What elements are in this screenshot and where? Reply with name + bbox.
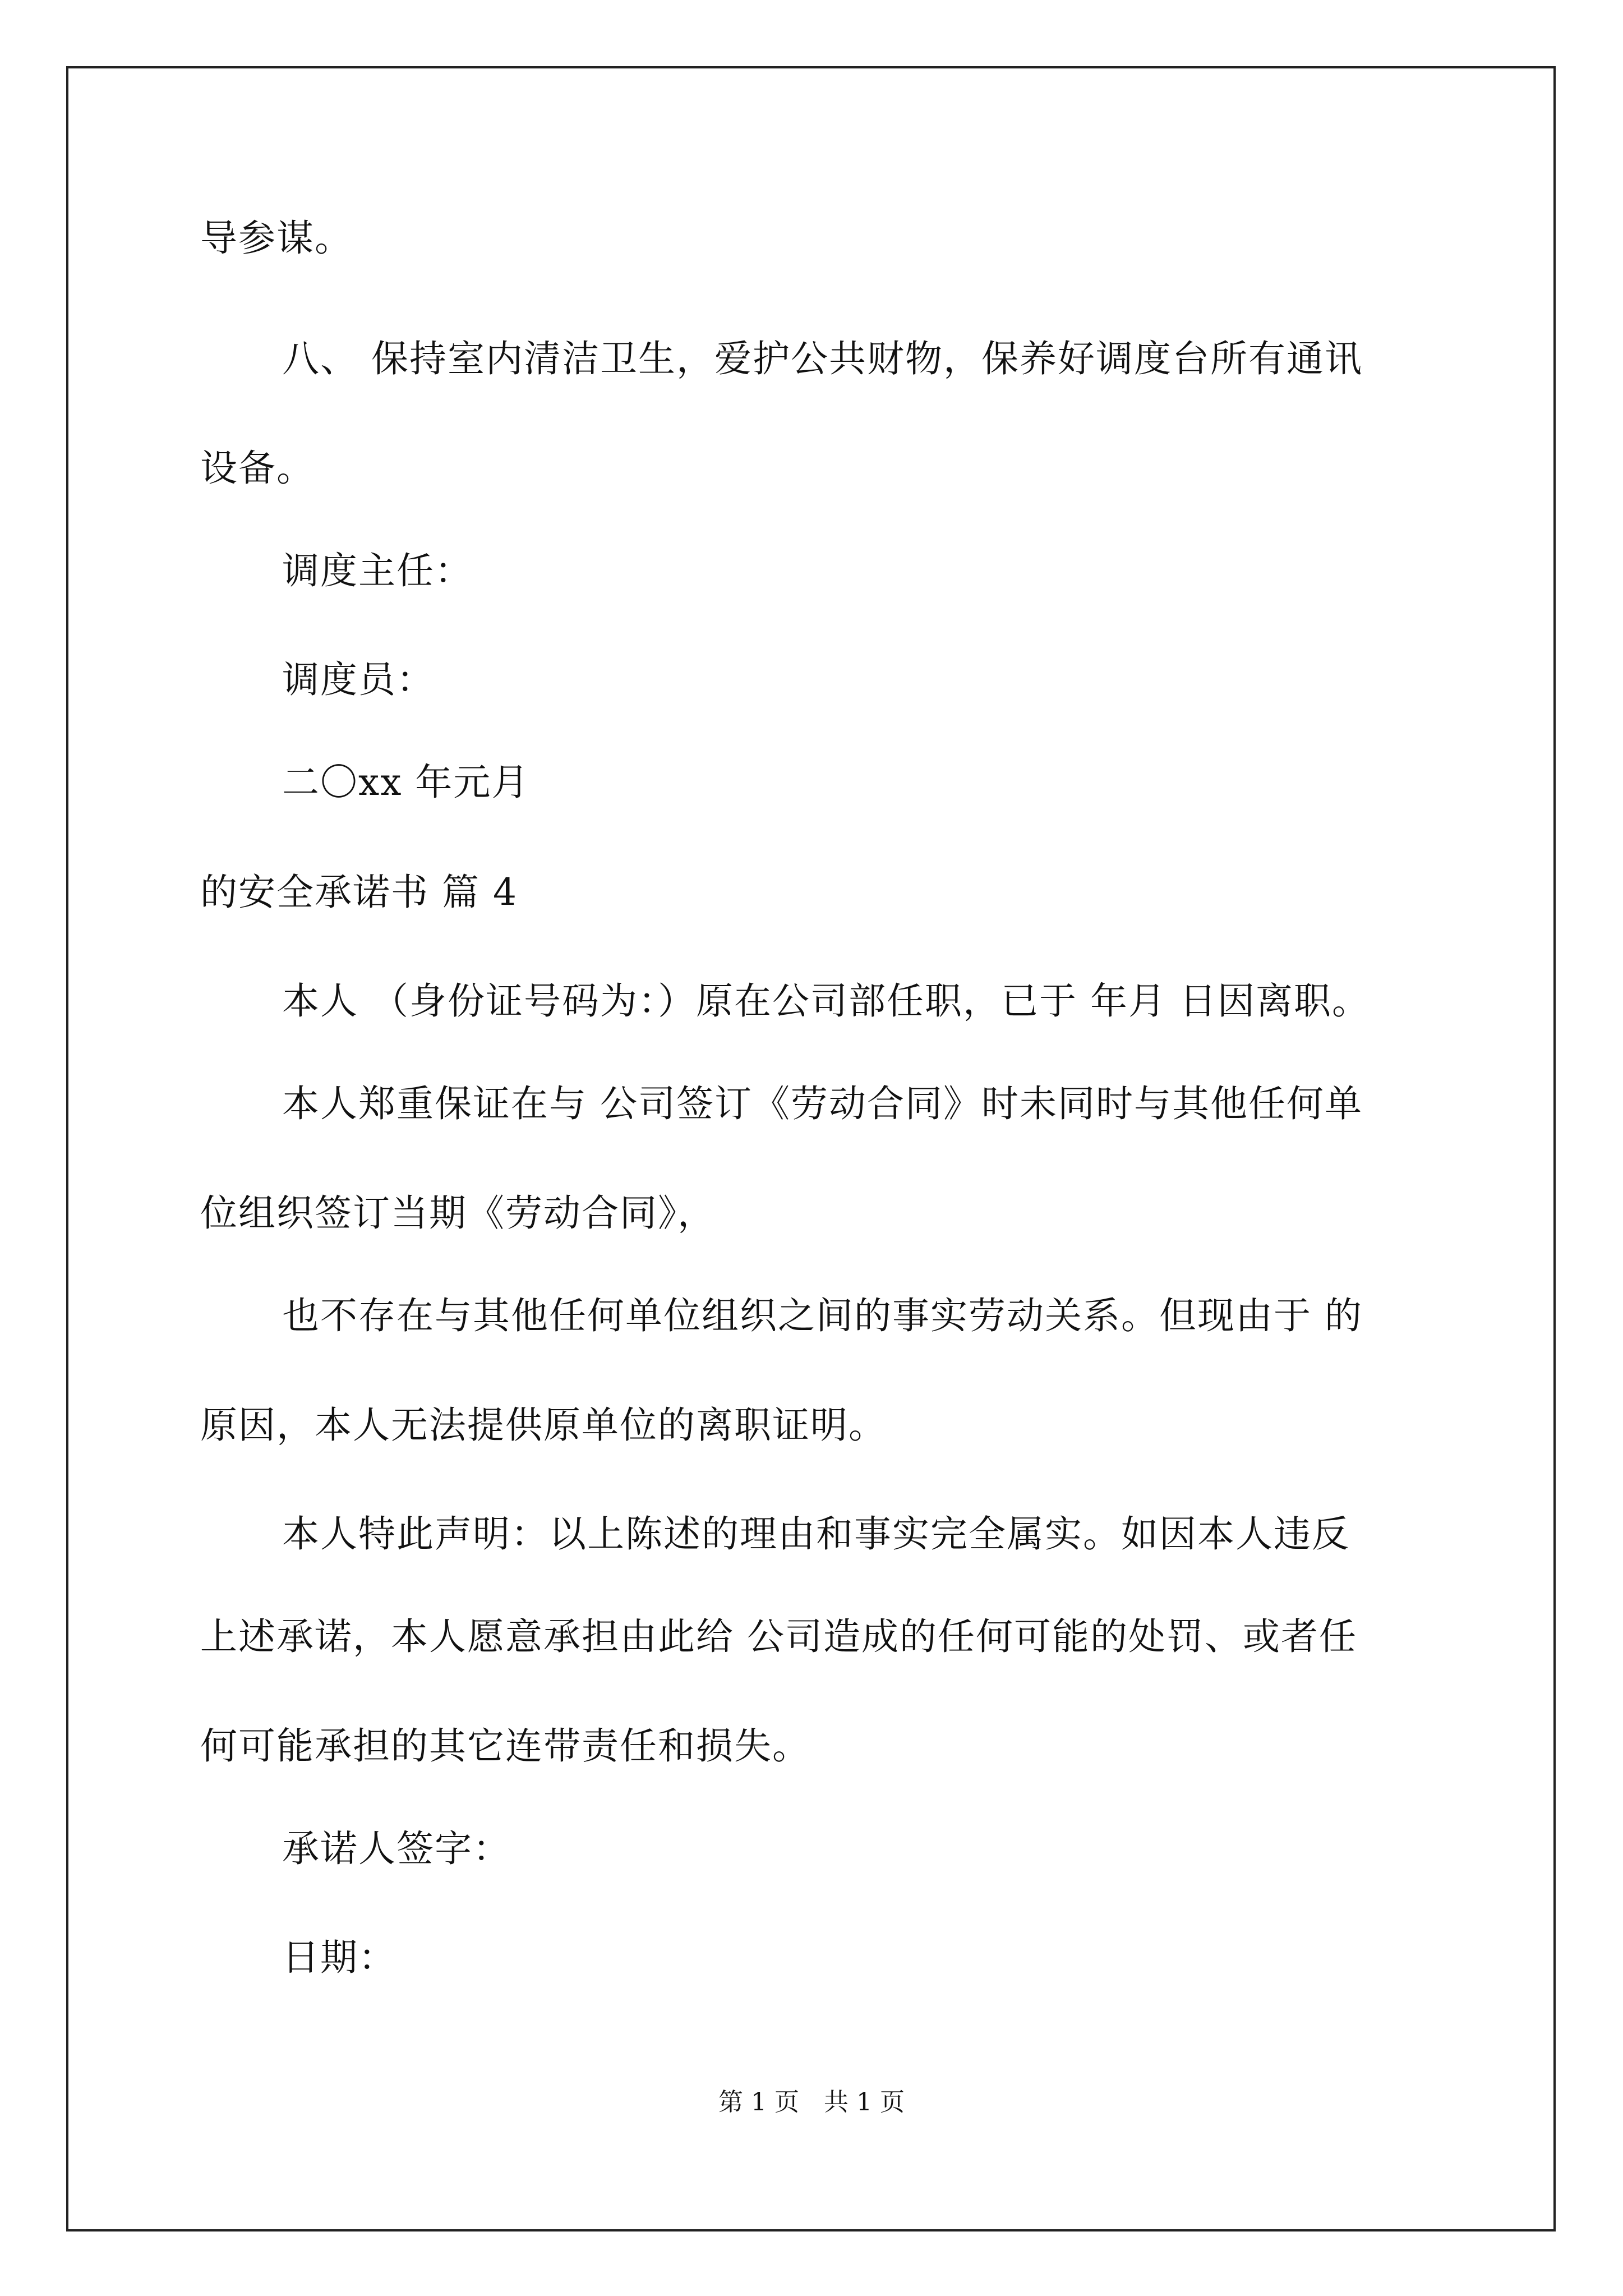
text-line: 上述承诺，本人愿意承担由此给 公司造成的任何可能的处罚、或者任 — [200, 1615, 1357, 1658]
page-border — [66, 66, 1556, 2231]
text-line: 设备。 — [200, 447, 315, 490]
text-line: 位组织签订当期《劳动合同》， — [200, 1191, 716, 1235]
text-line: 何可能承担的其它连带责任和损失。 — [200, 1724, 810, 1768]
text-line: 也不存在与其他任何单位组织之间的事实劳动关系。但现由于 的 — [282, 1294, 1363, 1337]
text-line: 八、 保持室内清洁卫生，爱护公共财物，保养好调度台所有通讯 — [282, 337, 1363, 380]
text-line: 承诺人签字： — [282, 1827, 511, 1870]
text-line: 日期： — [282, 1936, 396, 1979]
text-line: 本人 （身份证号码为：）原在公司部任职，已于 年月 日因离职。 — [282, 979, 1370, 1023]
page-number: 第 1 页 共 1 页 — [718, 2088, 905, 2116]
text-line: 调度主任： — [282, 549, 473, 592]
section-heading: 的安全承诺书 篇 4 — [200, 871, 518, 914]
text-line: 原因，本人无法提供原单位的离职证明。 — [200, 1404, 887, 1447]
text-line: 本人特此声明：以上陈述的理由和事实完全属实。如因本人违反 — [282, 1512, 1350, 1556]
text-line: 本人郑重保证在与 公司签订《劳动合同》时未同时与其他任何单 — [282, 1082, 1363, 1125]
text-line: 二〇xx 年元月 — [282, 761, 530, 804]
text-line: 导参谋。 — [200, 217, 353, 260]
text-line: 调度员： — [282, 658, 435, 701]
